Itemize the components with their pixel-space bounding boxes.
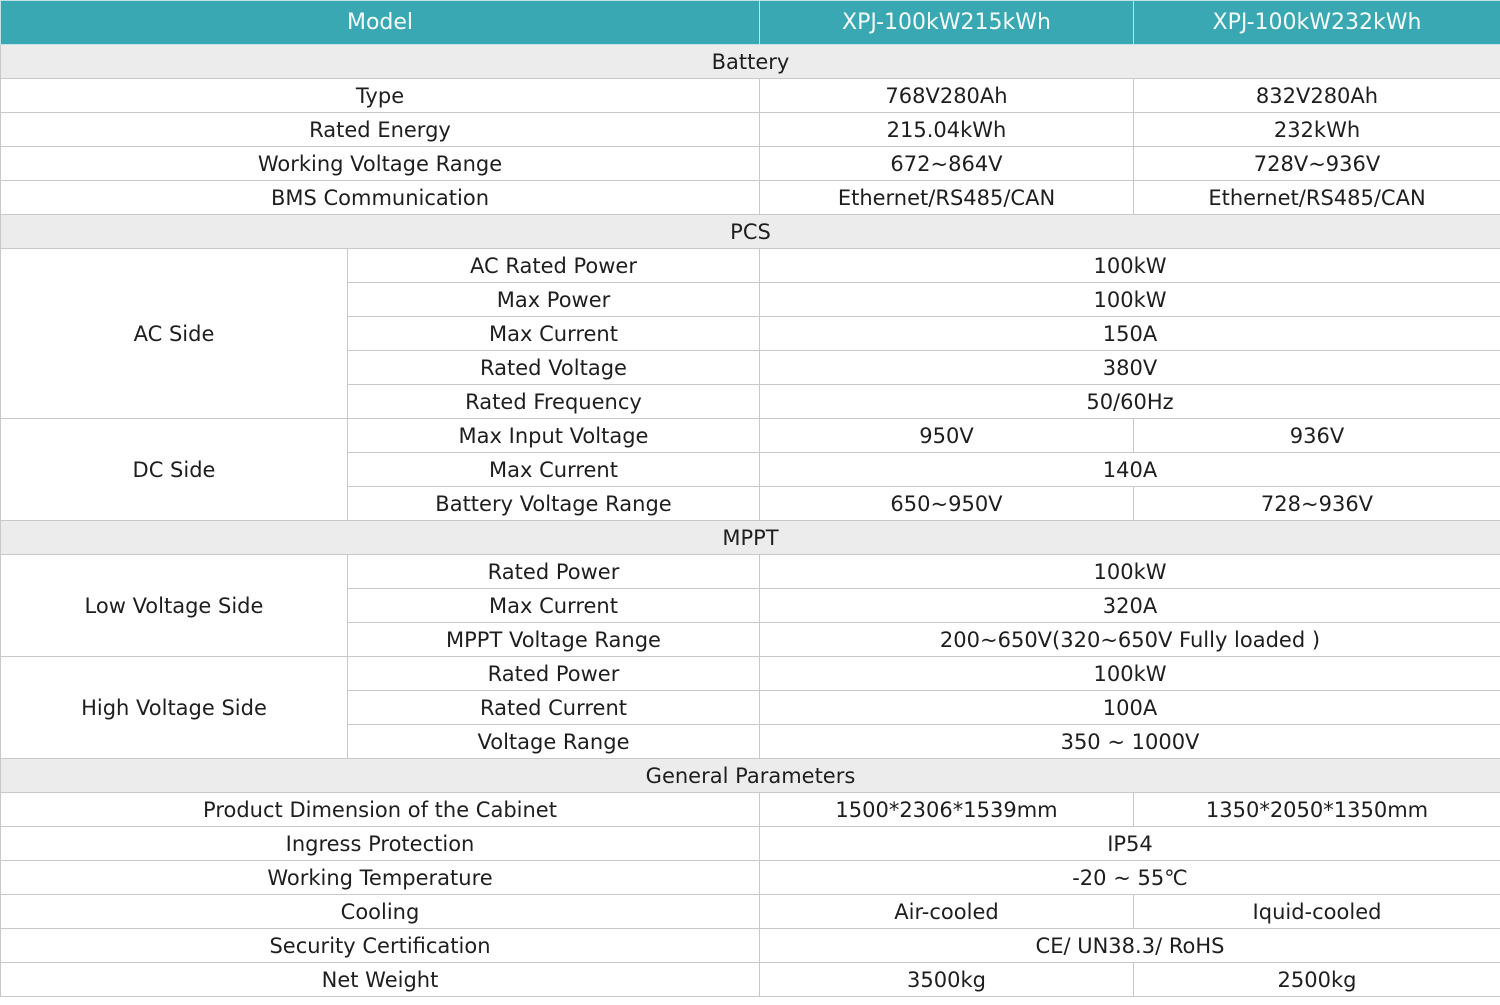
- row-label: Max Power: [348, 283, 760, 317]
- table-row: [1, 793, 1500, 827]
- cell-value: 100A: [760, 691, 1500, 725]
- row-label: Max Current: [348, 589, 760, 623]
- header-col-215kwh: XPJ-100kW215kWh: [760, 1, 1134, 45]
- cell-value: 50/60Hz: [760, 385, 1500, 419]
- cell-value: 950V: [760, 419, 1134, 453]
- table-row: [1, 419, 1500, 453]
- row-label: Max Current: [348, 317, 760, 351]
- cell-value: 936V: [1134, 419, 1500, 453]
- row-label: Ingress Protection: [1, 827, 760, 861]
- row-label: Max Current: [348, 453, 760, 487]
- cell-value: 320A: [760, 589, 1500, 623]
- row-label: AC Rated Power: [348, 249, 760, 283]
- cell-value: 232kWh: [1134, 113, 1500, 147]
- table-row: [1, 147, 1500, 181]
- row-label: Product Dimension of the Cabinet: [1, 793, 760, 827]
- group-label-ac-side: AC Side: [1, 249, 348, 419]
- row-label: Max Input Voltage: [348, 419, 760, 453]
- cell-value: Air-cooled: [760, 895, 1134, 929]
- cell-value: CE/ UN38.3/ RoHS: [760, 929, 1500, 963]
- cell-value: 728V~936V: [1134, 147, 1500, 181]
- row-label: Rated Voltage: [348, 351, 760, 385]
- cell-value: 1500*2306*1539mm: [760, 793, 1134, 827]
- row-label: Voltage Range: [348, 725, 760, 759]
- header-col-232kwh: XPJ-100kW232kWh: [1134, 1, 1500, 45]
- cell-value: 650~950V: [760, 487, 1134, 521]
- section-title-battery: Battery: [1, 45, 1500, 79]
- cell-value: 100kW: [760, 555, 1500, 589]
- row-label: Security Certification: [1, 929, 760, 963]
- cell-value: 3500kg: [760, 963, 1134, 997]
- group-label-low-voltage-side: Low Voltage Side: [1, 555, 348, 657]
- cell-value: 380V: [760, 351, 1500, 385]
- row-label: MPPT Voltage Range: [348, 623, 760, 657]
- table-row: [1, 113, 1500, 147]
- row-label: Working Voltage Range: [1, 147, 760, 181]
- row-label: BMS Communication: [1, 181, 760, 215]
- cell-value: 728~936V: [1134, 487, 1500, 521]
- cell-value: 100kW: [760, 249, 1500, 283]
- section-row-general-parameters: [1, 759, 1500, 793]
- row-label: Working Temperature: [1, 861, 760, 895]
- table-row: [1, 181, 1500, 215]
- cell-value: Ethernet/RS485/CAN: [760, 181, 1134, 215]
- cell-value: IP54: [760, 827, 1500, 861]
- cell-value: 200~650V(320~650V Fully loaded ): [760, 623, 1500, 657]
- cell-value: Iquid-cooled: [1134, 895, 1500, 929]
- section-title-general-parameters: General Parameters: [1, 759, 1500, 793]
- cell-value: 140A: [760, 453, 1500, 487]
- cell-value: 768V280Ah: [760, 79, 1134, 113]
- table-row: [1, 963, 1500, 997]
- section-row-mppt: [1, 521, 1500, 555]
- cell-value: 100kW: [760, 657, 1500, 691]
- group-label-high-voltage-side: High Voltage Side: [1, 657, 348, 759]
- row-label: Cooling: [1, 895, 760, 929]
- section-title-mppt: MPPT: [1, 521, 1500, 555]
- cell-value: 215.04kWh: [760, 113, 1134, 147]
- cell-value: -20 ~ 55℃: [760, 861, 1500, 895]
- table-row: [1, 827, 1500, 861]
- table-row: [1, 861, 1500, 895]
- cell-value: 832V280Ah: [1134, 79, 1500, 113]
- cell-value: 100kW: [760, 283, 1500, 317]
- row-label: Rated Power: [348, 657, 760, 691]
- row-label: Rated Energy: [1, 113, 760, 147]
- table-row: [1, 555, 1500, 589]
- row-label: Net Weight: [1, 963, 760, 997]
- row-label: Rated Frequency: [348, 385, 760, 419]
- cell-value: 2500kg: [1134, 963, 1500, 997]
- cell-value: 1350*2050*1350mm: [1134, 793, 1500, 827]
- group-label-dc-side: DC Side: [1, 419, 348, 521]
- table-row: [1, 929, 1500, 963]
- cell-value: Ethernet/RS485/CAN: [1134, 181, 1500, 215]
- cell-value: 150A: [760, 317, 1500, 351]
- table-row: [1, 895, 1500, 929]
- row-label: Battery Voltage Range: [348, 487, 760, 521]
- row-label: Rated Current: [348, 691, 760, 725]
- table-row: [1, 657, 1500, 691]
- section-row-pcs: [1, 215, 1500, 249]
- table-header-row: [1, 1, 1500, 45]
- section-row-battery: [1, 45, 1500, 79]
- header-model: Model: [1, 1, 760, 45]
- row-label: Rated Power: [348, 555, 760, 589]
- section-title-pcs: PCS: [1, 215, 1500, 249]
- table-row: [1, 79, 1500, 113]
- cell-value: 350 ~ 1000V: [760, 725, 1500, 759]
- row-label: Type: [1, 79, 760, 113]
- table-row: [1, 249, 1500, 283]
- cell-value: 672~864V: [760, 147, 1134, 181]
